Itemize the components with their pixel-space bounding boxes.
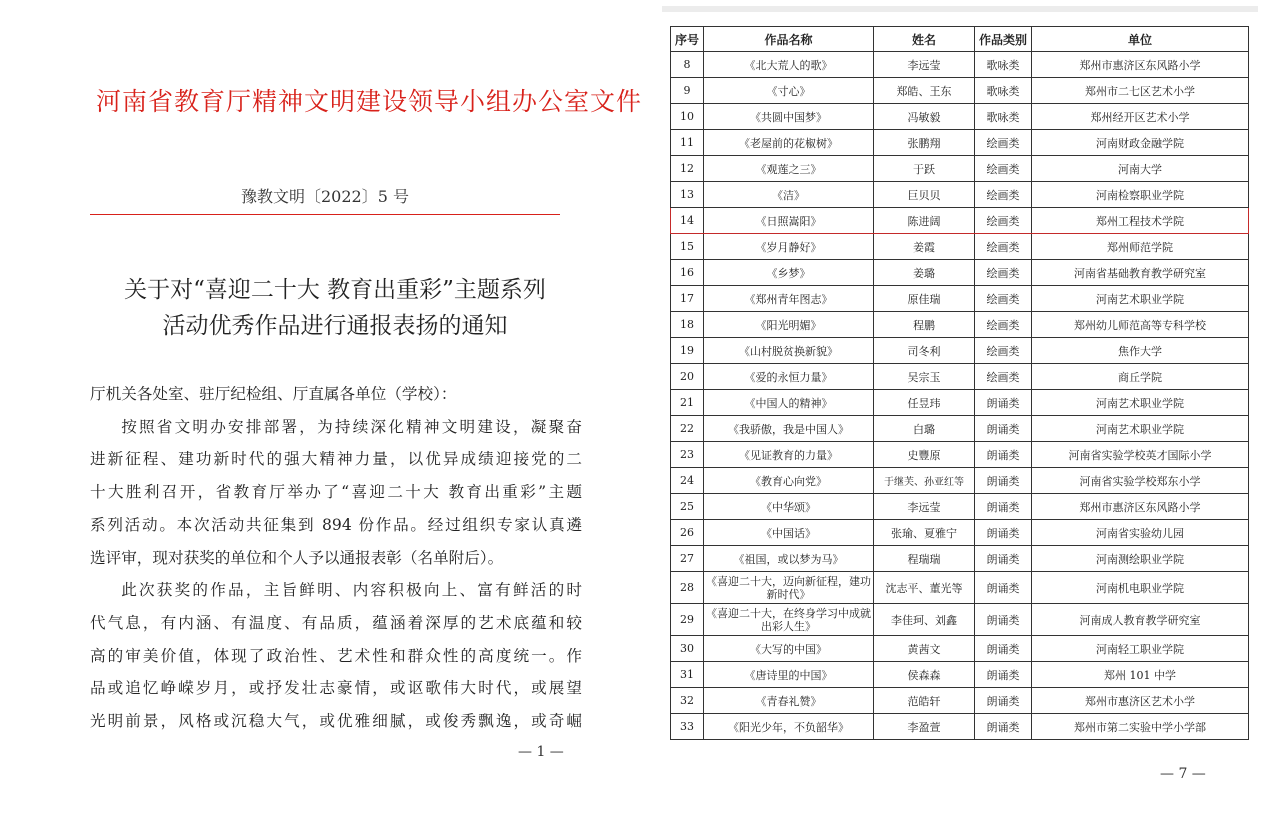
table-row	[671, 312, 1249, 338]
table-row	[671, 662, 1249, 688]
cell-index: 15	[671, 234, 704, 260]
cell-title: 《乡梦》	[704, 260, 874, 286]
cell-name: 郑皓、王东	[874, 78, 975, 104]
cell-title: 《喜迎二十大，迈向新征程，建功新时代》	[704, 572, 874, 604]
cell-index: 16	[671, 260, 704, 286]
cell-index: 26	[671, 520, 704, 546]
cell-unit: 商丘学院	[1032, 364, 1249, 390]
cell-unit: 河南成人教育教学研究室	[1032, 604, 1249, 636]
body-line: 此次获奖的作品，主旨鲜明、内容积极向上、富有鲜活的时	[121, 581, 582, 600]
table-row	[671, 714, 1249, 740]
cell-name: 李盈萱	[874, 714, 975, 740]
table-row	[671, 604, 1249, 636]
cell-category: 绘画类	[975, 260, 1032, 286]
cell-category: 歌咏类	[975, 104, 1032, 130]
table-row	[671, 364, 1249, 390]
cell-index: 22	[671, 416, 704, 442]
cell-index: 32	[671, 688, 704, 714]
cell-name: 任昱玮	[874, 390, 975, 416]
cell-unit: 河南省实验学校英才国际小学	[1032, 442, 1249, 468]
cell-title: 《我骄傲，我是中国人》	[704, 416, 874, 442]
document-number: 豫教文明〔2022〕5 号	[241, 187, 409, 206]
cell-name: 冯敏毅	[874, 104, 975, 130]
body-line: 进新征程、建功新时代的强大精神力量，以优异成绩迎接党的二	[90, 450, 582, 469]
cell-index: 9	[671, 78, 704, 104]
cell-category: 绘画类	[975, 208, 1032, 234]
title-line-2: 活动优秀作品进行通报表扬的通知	[162, 313, 508, 339]
addressee: 厅机关各处室、驻厅纪检组、厅直属各单位（学校）：	[90, 385, 457, 403]
cell-category: 朗诵类	[975, 688, 1032, 714]
cell-index: 10	[671, 104, 704, 130]
table-row	[671, 546, 1249, 572]
cell-unit: 河南检察职业学院	[1032, 182, 1249, 208]
cell-name: 李远莹	[874, 494, 975, 520]
cell-category: 朗诵类	[975, 416, 1032, 442]
cell-unit: 河南艺术职业学院	[1032, 390, 1249, 416]
cell-name: 陈进阔	[874, 208, 975, 234]
cell-title: 《老屋前的花椒树》	[704, 130, 874, 156]
cell-index: 20	[671, 364, 704, 390]
cell-index: 21	[671, 390, 704, 416]
cell-index: 11	[671, 130, 704, 156]
cell-category: 绘画类	[975, 338, 1032, 364]
cell-index: 18	[671, 312, 704, 338]
cell-index: 23	[671, 442, 704, 468]
column-header-index: 序号	[671, 27, 704, 52]
cell-unit: 焦作大学	[1032, 338, 1249, 364]
cell-unit: 郑州师范学院	[1032, 234, 1249, 260]
cell-index: 31	[671, 662, 704, 688]
cell-index: 27	[671, 546, 704, 572]
column-header-category: 作品类别	[975, 27, 1032, 52]
column-header-title: 作品名称	[704, 27, 874, 52]
cell-name: 史豐原	[874, 442, 975, 468]
cell-name: 张鹏翔	[874, 130, 975, 156]
cell-category: 朗诵类	[975, 604, 1032, 636]
cell-name: 吴宗玉	[874, 364, 975, 390]
cell-title: 《阳光明媚》	[704, 312, 874, 338]
cell-category: 朗诵类	[975, 442, 1032, 468]
table-row	[671, 130, 1249, 156]
cell-category: 朗诵类	[975, 494, 1032, 520]
cell-title: 《北大荒人的歌》	[704, 52, 874, 78]
cell-unit: 河南轻工职业学院	[1032, 636, 1249, 662]
table-row	[671, 78, 1249, 104]
cell-unit: 郑州市惠济区艺术小学	[1032, 688, 1249, 714]
cell-index: 19	[671, 338, 704, 364]
document-red-header: 河南省教育厅精神文明建设领导小组办公室文件	[96, 87, 643, 116]
document-body	[90, 378, 582, 738]
table-row	[671, 260, 1249, 286]
table-row	[671, 688, 1249, 714]
cell-unit: 郑州市第二实验中学小学部	[1032, 714, 1249, 740]
cell-title: 《喜迎二十大，在终身学习中成就出彩人生》	[704, 604, 874, 636]
cell-unit: 郑州 101 中学	[1032, 662, 1249, 688]
body-line: 按照省文明办安排部署，为持续深化精神文明建设，凝聚奋	[121, 417, 582, 436]
cell-title: 《共圆中国梦》	[704, 104, 874, 130]
column-header-unit: 单位	[1032, 27, 1249, 52]
cell-title: 《祖国，或以梦为马》	[704, 546, 874, 572]
cell-category: 歌咏类	[975, 52, 1032, 78]
cell-unit: 河南艺术职业学院	[1032, 286, 1249, 312]
cell-category: 绘画类	[975, 130, 1032, 156]
cell-name: 范皓轩	[874, 688, 975, 714]
cell-index: 30	[671, 636, 704, 662]
cell-index: 13	[671, 182, 704, 208]
page-number: — 1 —	[518, 744, 564, 760]
cell-index: 28	[671, 572, 704, 604]
cell-category: 绘画类	[975, 182, 1032, 208]
table-row	[671, 636, 1249, 662]
document-title	[90, 272, 580, 344]
cell-name: 黄茜文	[874, 636, 975, 662]
cell-name: 白璐	[874, 416, 975, 442]
cell-title: 《中国人的精神》	[704, 390, 874, 416]
cell-title: 《青春礼赞》	[704, 688, 874, 714]
cell-category: 歌咏类	[975, 78, 1032, 104]
cell-name: 侯森森	[874, 662, 975, 688]
body-line: 光明前景，风格或沉稳大气，或优雅细腻，或俊秀飘逸，或奇崛	[90, 712, 582, 731]
cell-name: 程鹏	[874, 312, 975, 338]
cell-category: 朗诵类	[975, 572, 1032, 604]
document-page-7	[660, 0, 1270, 815]
cell-title: 《郑州青年图志》	[704, 286, 874, 312]
table-row	[671, 494, 1249, 520]
cell-unit: 河南省实验学校郑东小学	[1032, 468, 1249, 494]
cell-unit: 河南财政金融学院	[1032, 130, 1249, 156]
table-row	[671, 52, 1249, 78]
award-list-table	[670, 26, 1249, 740]
cell-name: 张瑜、夏雅宁	[874, 520, 975, 546]
cell-category: 绘画类	[975, 286, 1032, 312]
cell-title: 《日照嵩阳》	[704, 208, 874, 234]
table-row	[671, 468, 1249, 494]
cell-category: 朗诵类	[975, 714, 1032, 740]
table-row	[671, 390, 1249, 416]
cell-unit: 河南省基础教育教学研究室	[1032, 260, 1249, 286]
cell-title: 《阳光少年，不负韶华》	[704, 714, 874, 740]
cell-title: 《唐诗里的中国》	[704, 662, 874, 688]
cell-name: 巨贝贝	[874, 182, 975, 208]
table-row	[671, 338, 1249, 364]
cell-title: 《山村脱贫换新貌》	[704, 338, 874, 364]
table-row	[671, 442, 1249, 468]
cell-unit: 郑州工程技术学院	[1032, 208, 1249, 234]
body-line: 系列活动。本次活动共征集到 894 份作品。经过组织专家认真遴	[90, 515, 582, 534]
body-line: 品或追忆峥嵘岁月，或抒发壮志豪情，或讴歌伟大时代，或展望	[90, 679, 582, 698]
body-line: 代气息，有内涵、有温度、有品质，蕴涵着深厚的艺术底蕴和较	[90, 613, 582, 632]
table-row	[671, 520, 1249, 546]
cell-unit: 河南艺术职业学院	[1032, 416, 1249, 442]
cell-index: 17	[671, 286, 704, 312]
cell-category: 绘画类	[975, 234, 1032, 260]
cell-name: 姜璐	[874, 260, 975, 286]
table-row	[671, 234, 1249, 260]
cell-index: 8	[671, 52, 704, 78]
cell-index: 29	[671, 604, 704, 636]
cell-unit: 郑州经开区艺术小学	[1032, 104, 1249, 130]
cell-name: 于跃	[874, 156, 975, 182]
table-row	[671, 416, 1249, 442]
cell-title: 《教育心向党》	[704, 468, 874, 494]
cell-title: 《寸心》	[704, 78, 874, 104]
cell-index: 33	[671, 714, 704, 740]
cell-category: 朗诵类	[975, 390, 1032, 416]
table-row	[671, 208, 1249, 234]
cell-title: 《大写的中国》	[704, 636, 874, 662]
page-number: — 7 —	[1160, 766, 1206, 782]
table-row	[671, 286, 1249, 312]
cell-unit: 河南测绘职业学院	[1032, 546, 1249, 572]
cell-name: 司冬利	[874, 338, 975, 364]
table-row	[671, 182, 1249, 208]
column-header-name: 姓名	[874, 27, 975, 52]
table-row	[671, 572, 1249, 604]
cell-title: 《洁》	[704, 182, 874, 208]
cell-name: 程瑞瑞	[874, 546, 975, 572]
body-line: 高的审美价值，体现了政治性、艺术性和群众性的高度统一。作	[90, 646, 582, 665]
cell-title: 《岁月静好》	[704, 234, 874, 260]
cell-category: 朗诵类	[975, 636, 1032, 662]
cell-title: 《见证教育的力量》	[704, 442, 874, 468]
page-top-shadow	[662, 6, 1258, 12]
cell-index: 12	[671, 156, 704, 182]
cell-name: 沈志平、董光等	[874, 572, 975, 604]
cell-title: 《中国话》	[704, 520, 874, 546]
body-line: 十大胜利召开，省教育厅举办了“喜迎二十大 教育出重彩”主题	[90, 483, 582, 502]
cell-unit: 郑州市二七区艺术小学	[1032, 78, 1249, 104]
cell-unit: 河南机电职业学院	[1032, 572, 1249, 604]
cell-category: 绘画类	[975, 364, 1032, 390]
table-row	[671, 104, 1249, 130]
cell-name: 李远莹	[874, 52, 975, 78]
red-divider	[90, 214, 560, 215]
cell-category: 绘画类	[975, 312, 1032, 338]
cell-unit: 河南大学	[1032, 156, 1249, 182]
cell-name: 原佳瑞	[874, 286, 975, 312]
cell-unit: 郑州幼儿师范高等专科学校	[1032, 312, 1249, 338]
cell-name: 于继芙、孙亚红等	[874, 468, 975, 494]
cell-category: 朗诵类	[975, 546, 1032, 572]
title-line-1: 关于对“喜迎二十大 教育出重彩”主题系列	[124, 277, 546, 303]
cell-category: 朗诵类	[975, 468, 1032, 494]
body-line: 选评审，现对获奖的单位和个人予以通报表彰（名单附后）。	[90, 548, 504, 567]
cell-category: 朗诵类	[975, 520, 1032, 546]
cell-unit: 郑州市惠济区东风路小学	[1032, 52, 1249, 78]
cell-title: 《中华颂》	[704, 494, 874, 520]
table-header-row	[671, 27, 1249, 52]
cell-unit: 河南省实验幼儿园	[1032, 520, 1249, 546]
cell-title: 《观莲之三》	[704, 156, 874, 182]
cell-category: 绘画类	[975, 156, 1032, 182]
cell-category: 朗诵类	[975, 662, 1032, 688]
cell-title: 《爱的永恒力量》	[704, 364, 874, 390]
cell-unit: 郑州市惠济区东风路小学	[1032, 494, 1249, 520]
cell-index: 14	[671, 208, 704, 234]
cell-name: 李佳珂、刘鑫	[874, 604, 975, 636]
cell-name: 姜霞	[874, 234, 975, 260]
table-row	[671, 156, 1249, 182]
cell-index: 25	[671, 494, 704, 520]
cell-index: 24	[671, 468, 704, 494]
